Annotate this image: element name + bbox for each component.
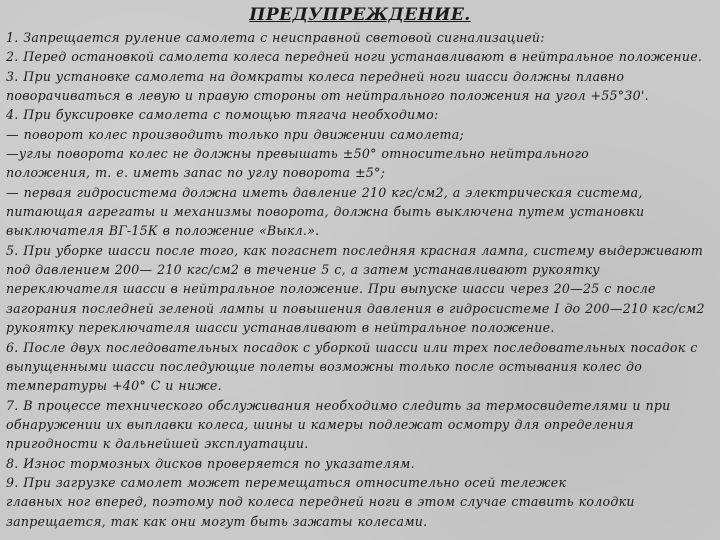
text-line: обнаружении их выплавки колеса, шины и камеры подлежат осмотру для определения <box>6 416 634 432</box>
text-line: рукоятку переключателя шасси устанавливают в нейтральное положение. <box>6 320 555 336</box>
text-line: запрещается, так как они могут быть зажаты колесами. <box>6 513 428 529</box>
text-line: температуры +40° С и ниже. <box>6 378 222 394</box>
text-line: 3. При установке самолета на домкраты колеса передней ноги шасси должны плавно <box>6 68 625 84</box>
text-line: 2. Перед остановкой самолета колеса передней ноги устанавливают в нейтральное положение. <box>6 49 703 65</box>
page-title: ПРЕДУПРЕЖДЕНИЕ. <box>249 5 471 25</box>
text-line: поворачиваться в левую и правую стороны от нейтрального положения на угол +55°30'. <box>6 88 649 104</box>
warning-text <box>6 28 714 531</box>
text-line: 4. При буксировке самолета с помощью тягача необходимо: <box>6 107 439 123</box>
text-line: 9. При загрузке самолет может перемещаться относительно осей тележек <box>6 474 567 490</box>
text-line: —углы поворота колес не должны превышать ±50° относительно нейтрального <box>6 146 589 162</box>
text-line: питающая агрегаты и механизмы поворота, должна быть выключена путем установки <box>6 204 645 220</box>
text-line: 6. После двух последовательных посадок с уборкой шасси или трех последовательных посадок с <box>6 339 698 355</box>
text-line: положения, т. е. иметь запас по углу поворота ±5°; <box>6 165 386 181</box>
text-line: переключателя шасси в нейтральное положение. При выпуске шасси через 20—25 с после <box>6 281 656 297</box>
text-line: 5. При уборке шасси после того, как погаснет последняя красная лампа, систему выдерживают <box>6 242 704 258</box>
text-line: — поворот колес производить только при движении самолета; <box>6 126 464 142</box>
text-line: под давлением 200— 210 кгс/см2 в течение 5 с, а затем устанавливают рукоятку <box>6 262 600 278</box>
text-line: пригодности к дальнейшей эксплуатации. <box>6 436 309 452</box>
text-line: 7. В процессе технического обслуживания необходимо следить за термосвидетелями и при <box>6 397 671 413</box>
text-line: выключателя ВГ-15К в положение «Выкл.». <box>6 223 320 239</box>
text-line: главных ног вперед, поэтому под колеса передней ноги в этом случае ставить колодки <box>6 494 635 510</box>
text-line: выпущенными шасси последующие полеты возможны только после остывания колес до <box>6 358 643 374</box>
text-line: 1. Запрещается руление самолета с неисправной световой сигнализацией: <box>6 30 545 45</box>
text-line: загорания последней зеленой лампы и повышения давления в гидросистеме I до 200—210 кгс/см2 <box>6 300 705 316</box>
text-line: — первая гидросистема должна иметь давление 210 кгс/см2, а электрическая система, <box>6 184 643 200</box>
text-line: 8. Износ тормозных дисков проверяется по указателям. <box>6 455 415 471</box>
